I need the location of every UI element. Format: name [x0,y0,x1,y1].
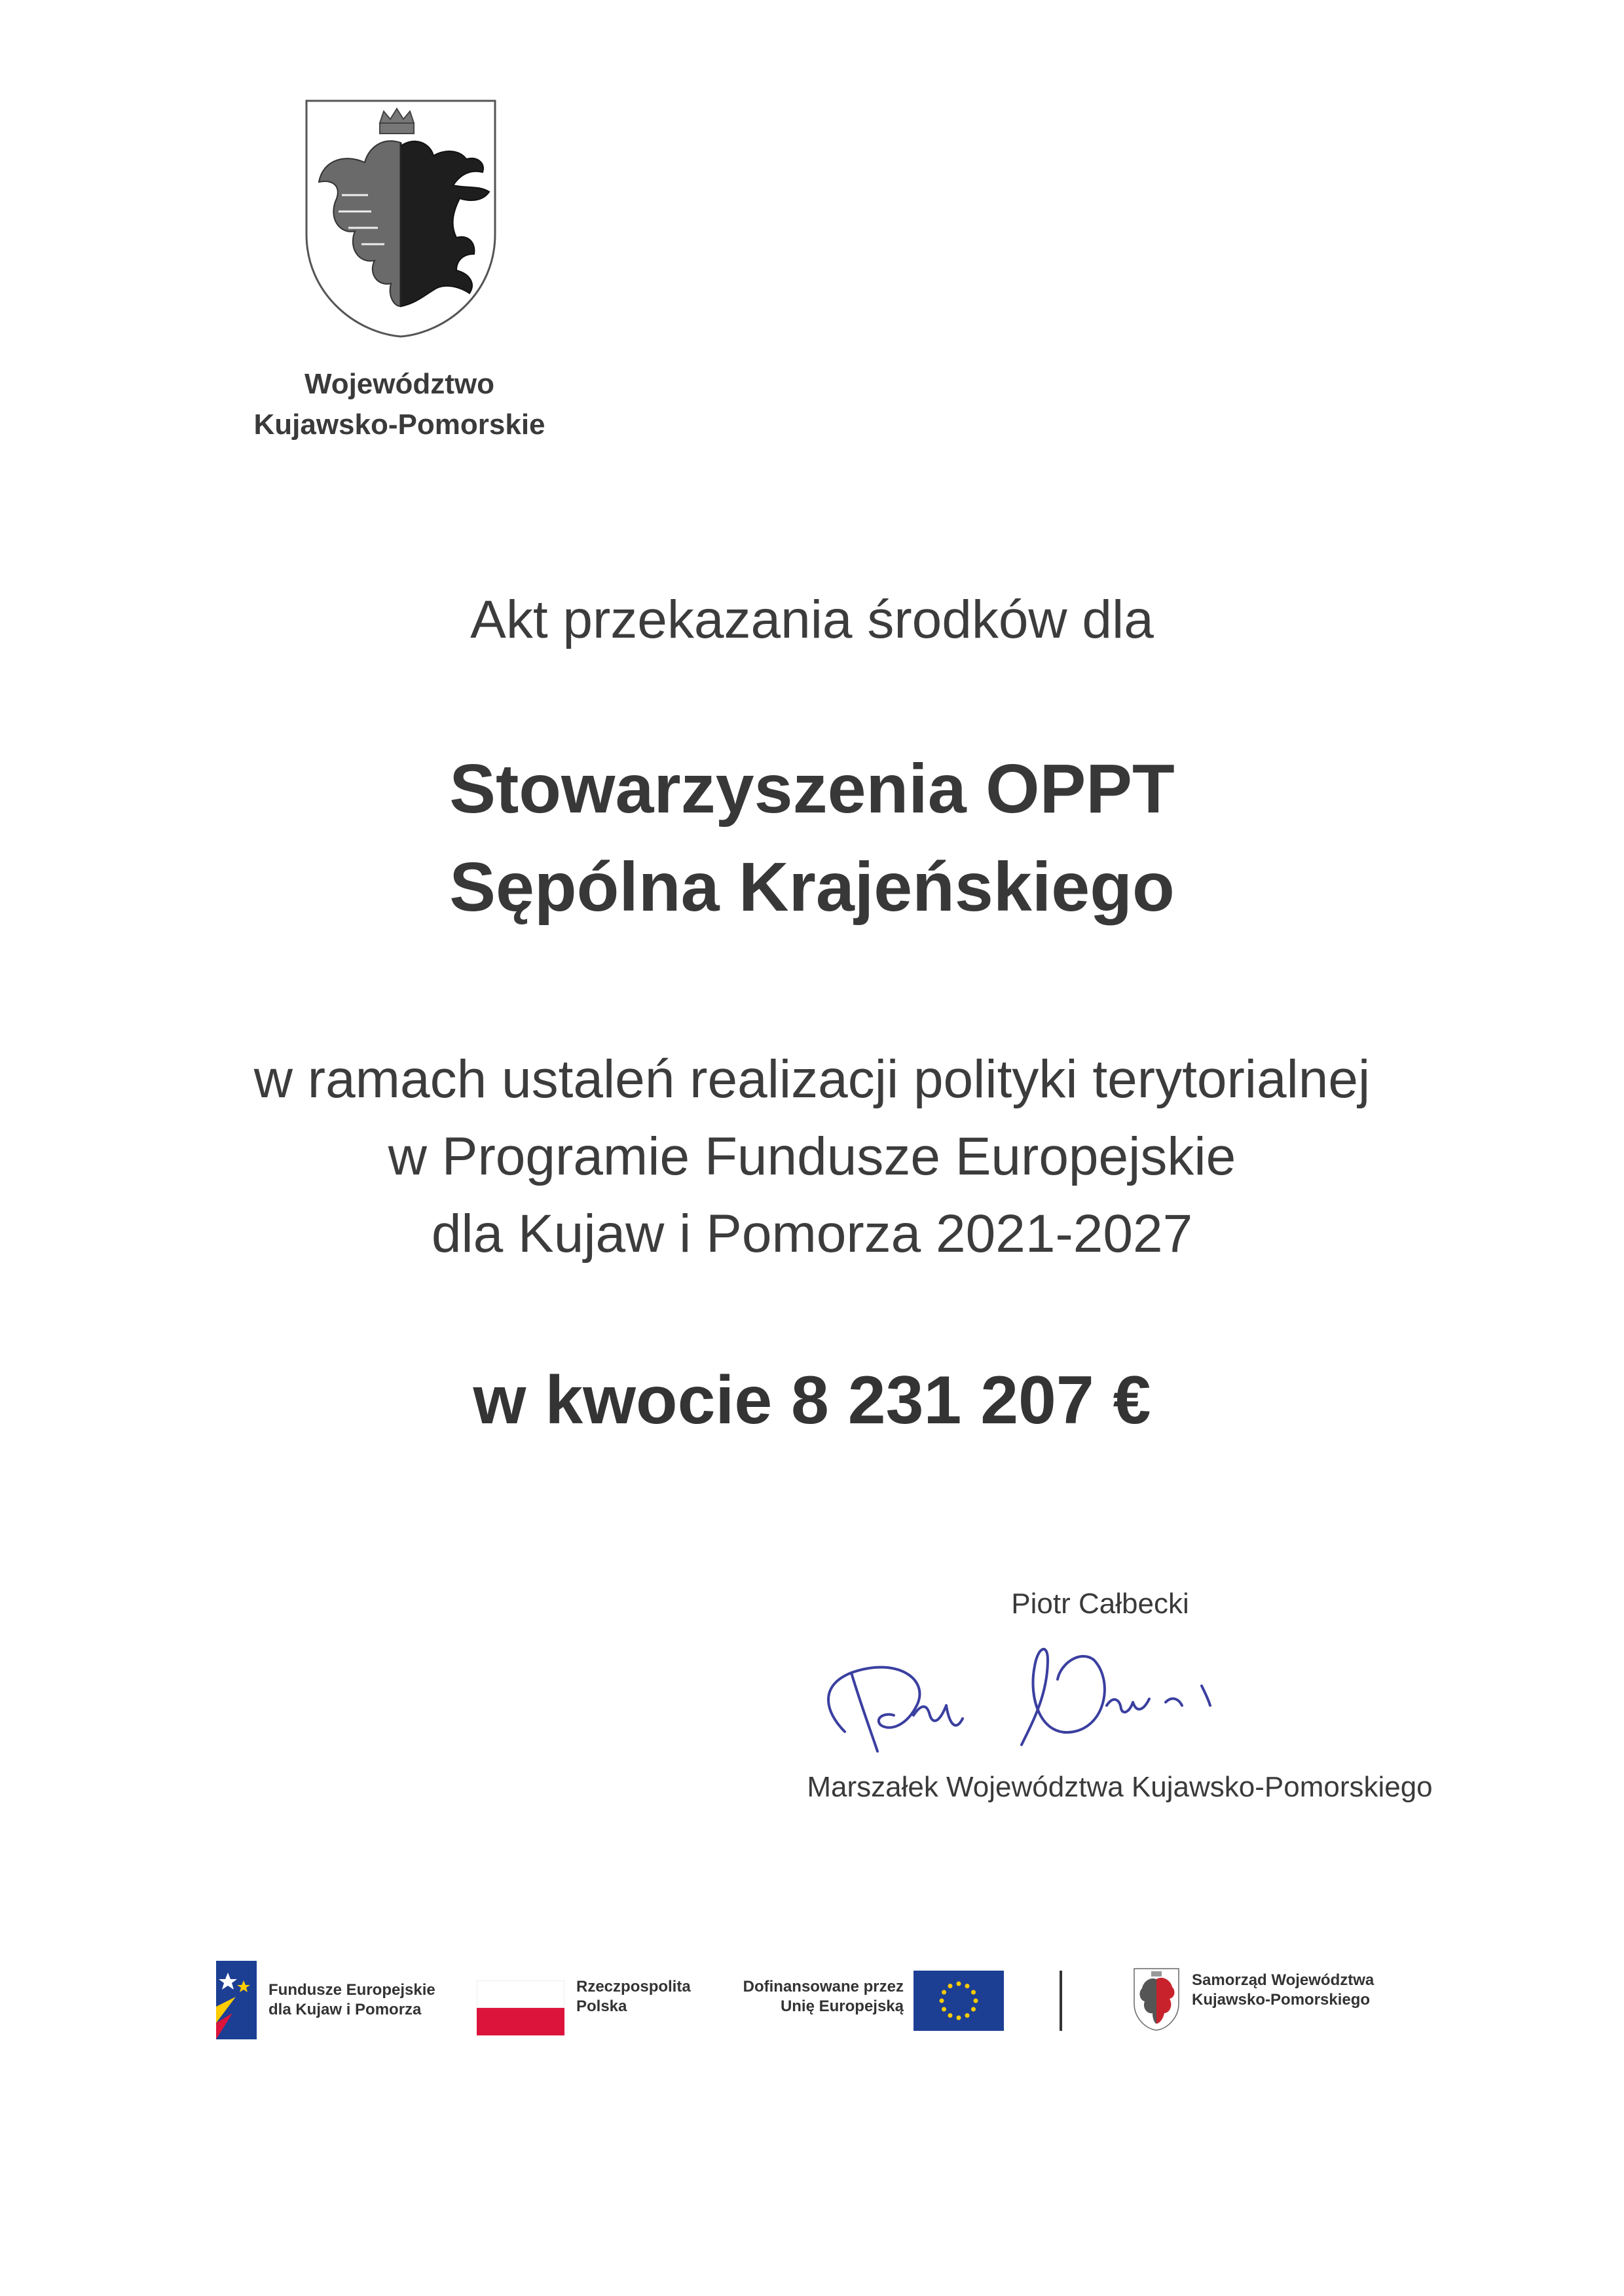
scope-line2: w Programie Fundusze Europejskie [388,1127,1236,1186]
issuing-organization [196,364,602,445]
scope-line3: dla Kujaw i Pomorza 2021-2027 [431,1204,1193,1264]
recipient-name [0,740,1624,936]
grant-amount: w kwocie 8 231 207 € [473,1362,1151,1438]
program-scope [0,1041,1624,1273]
eu-line1: Dofinansowane przez [743,1978,904,1995]
polish-flag-icon [477,1980,564,2035]
fundusze-europejskie-logo [216,1961,257,2039]
org-name-line1: Województwo [304,368,495,400]
fundusze-europejskie-label [268,1980,435,2020]
rzeczpospolita-label [576,1977,691,2016]
samorzad-label [1192,1971,1374,2010]
recipient-line1: Stowarzyszenia OPPT [449,750,1175,828]
document-intro: Akt przekazania środków dla [470,590,1154,649]
logo-divider [1060,1971,1062,2031]
recipient-line2: Sępólna Krajeńskiego [449,848,1175,926]
handwritten-signature [799,1633,1297,1774]
coat-of-arms-logo [303,97,499,339]
signer-title: Marszałek Województwa Kujawsko-Pomorskiego [807,1771,1433,1803]
pl-line1: Rzeczpospolita [576,1978,691,1995]
sw-line1: Samorząd Województwa [1192,1971,1375,1989]
pl-line2: Polska [576,1997,627,2015]
fe-line1: Fundusze Europejskie [268,1981,435,1999]
samorzad-crest-logo [1133,1967,1180,2032]
fe-line2: dla Kujaw i Pomorza [268,2001,422,2018]
eu-flag-icon [913,1971,1004,2031]
sw-line2: Kujawsko-Pomorskiego [1192,1991,1371,2009]
org-name-line2: Kujawsko-Pomorskie [253,409,545,441]
eu-cofinanced-label [714,1977,904,2016]
scope-line1: w ramach ustaleń realizacji polityki terytorialnej [253,1049,1371,1109]
eu-line2: Unię Europejską [780,1997,904,2015]
signer-name: Piotr Całbecki [1011,1588,1189,1620]
